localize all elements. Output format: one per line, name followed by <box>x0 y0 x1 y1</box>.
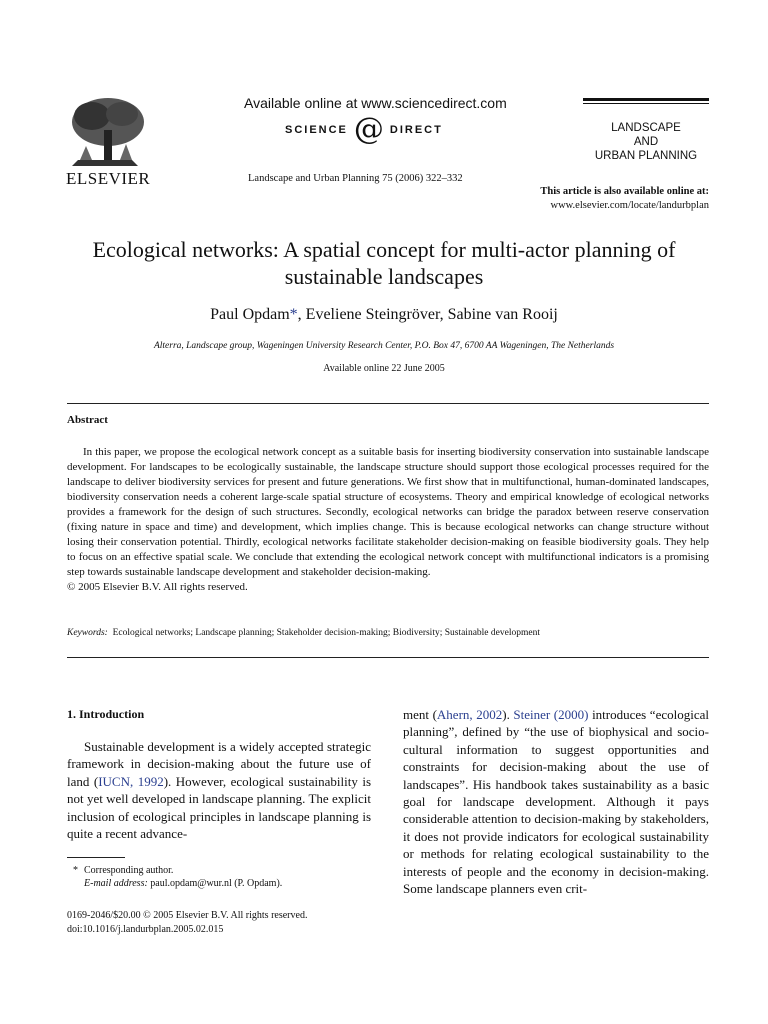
right-text-part1: ment ( <box>403 707 437 722</box>
footnote-rule <box>67 857 125 858</box>
footnote-star: * <box>73 865 78 876</box>
section-heading-introduction: 1. Introduction <box>67 707 145 721</box>
journal-title-rule-thin <box>583 103 709 104</box>
abstract-heading: Abstract <box>67 414 108 426</box>
abstract-text: In this paper, we propose the ecological network concept as a suitable basis for inserting biodiversity conservation into sustainable landscape development. For landscapes to be ecologically sustainable, the landscape structure should support those ecological processes required for the landscape to deliver biodiversity services for present and future generations. We first show that in multifunctional, human-dominated landscapes, biodiversity conservation needs a coherent large-scale spatial structure of ecosystems. Theory and empirical knowledge of ecological networks provides a framework for the design of such structures. Secondly, ecological networks can bridge the paradox between reserve conservation (fixing nature in space and time) and development, which implies change. This is because ecological networks can change structure without losing their conservation potential. Thirdly, ecological networks facilitate stakeholder decision-making on feasible biodiversity goals. They help to focus on an effective spatial scale. We conclude that extending the ecological network concept with multifunctional indicators is a promising step towards sustainable landscape development and stakeholder decision-making. <box>67 446 709 578</box>
citation-ahern[interactable]: Ahern, 2002 <box>436 707 503 722</box>
footnote-email <box>84 878 282 889</box>
other-authors: , Eveliene Steingröver, Sabine van Rooij <box>297 306 558 323</box>
right-column-text <box>403 706 709 897</box>
footnote-corresponding <box>67 864 173 878</box>
abstract-bottom-rule <box>67 657 709 658</box>
sd-science-text: SCIENCE <box>285 124 348 136</box>
sd-direct-text: DIRECT <box>389 124 443 136</box>
available-online-notice: Available online at www.sciencedirect.com <box>244 95 507 111</box>
issn-line: 0169-2046/$20.00 © 2005 Elsevier B.V. All rights reserved. <box>67 910 308 921</box>
right-text-part3: introduces “ecological planning”, defined by “the use of biophysical and socio-cultural information to suggest opportunities and constraints for decision-making about the use of landscapes”. His handbook takes sustainability as a basic goal for landscape development. Although it pays considerable attention to decision-making by stakeholders, it does not provide indicators for ecological sustainability or methods for relating ecological sustainability to the interests of people and the economy in decision-making. Some landscape planners even crit- <box>403 707 709 897</box>
email-label: E-mail address: <box>84 878 148 889</box>
keywords-list: Ecological networks; Landscape planning; Stakeholder decision-making; Biodiversity; Sustainable development <box>112 628 540 638</box>
sciencedirect-logo <box>285 112 443 147</box>
first-author: Paul Opdam <box>210 306 290 323</box>
corresponding-label: Corresponding author. <box>84 865 174 876</box>
keywords-line <box>67 628 540 638</box>
abstract-body <box>67 445 709 595</box>
left-text-part2: ). However, ecological sustainability is not yet well developed in landscape planning. The explicit inclusion of ecological principles in landscape planning is quite a recent advance- <box>67 773 372 842</box>
also-available-label: This article is also available online at: <box>540 186 709 197</box>
left-column-text <box>67 738 371 842</box>
affiliation: Alterra, Landscape group, Wageningen University Research Center, P.O. Box 47, 6700 AA Wageningen, The Netherlands <box>153 341 615 351</box>
available-date: Available online 22 June 2005 <box>323 363 445 374</box>
journal-title-rule-thick <box>583 98 709 101</box>
journal-url[interactable]: www.elsevier.com/locate/landurbplan <box>550 200 709 211</box>
article-authors <box>60 306 708 324</box>
email-address[interactable]: paul.opdam@wur.nl (P. Opdam). <box>147 878 283 889</box>
abstract-copyright: © 2005 Elsevier B.V. All rights reserved. <box>67 581 248 593</box>
abstract-top-rule <box>67 403 709 404</box>
journal-title: LANDSCAPE AND URBAN PLANNING <box>594 122 698 162</box>
corresponding-author-mark[interactable]: * <box>289 306 298 323</box>
left-text-part1: Sustainable development is a widely accepted strategic framework in decision-making about the future use of land ( <box>67 739 371 789</box>
keywords-label: Keywords: <box>67 628 108 638</box>
journal-reference: Landscape and Urban Planning 75 (2006) 322–332 <box>248 173 463 184</box>
article-title: Ecological networks: A spatial concept for multi-actor planning of sustainable landscapes <box>92 237 676 289</box>
publisher-name: ELSEVIER <box>66 169 151 188</box>
doi-line[interactable]: doi:10.1016/j.landurbplan.2005.02.015 <box>67 924 224 935</box>
citation-steiner[interactable]: Steiner (2000) <box>513 707 589 722</box>
issn-doi-block <box>67 909 307 937</box>
right-text-part2: ). <box>502 707 514 722</box>
sd-at-symbol: @ <box>353 112 384 147</box>
citation-iucn[interactable]: IUCN, 1992 <box>98 773 164 789</box>
